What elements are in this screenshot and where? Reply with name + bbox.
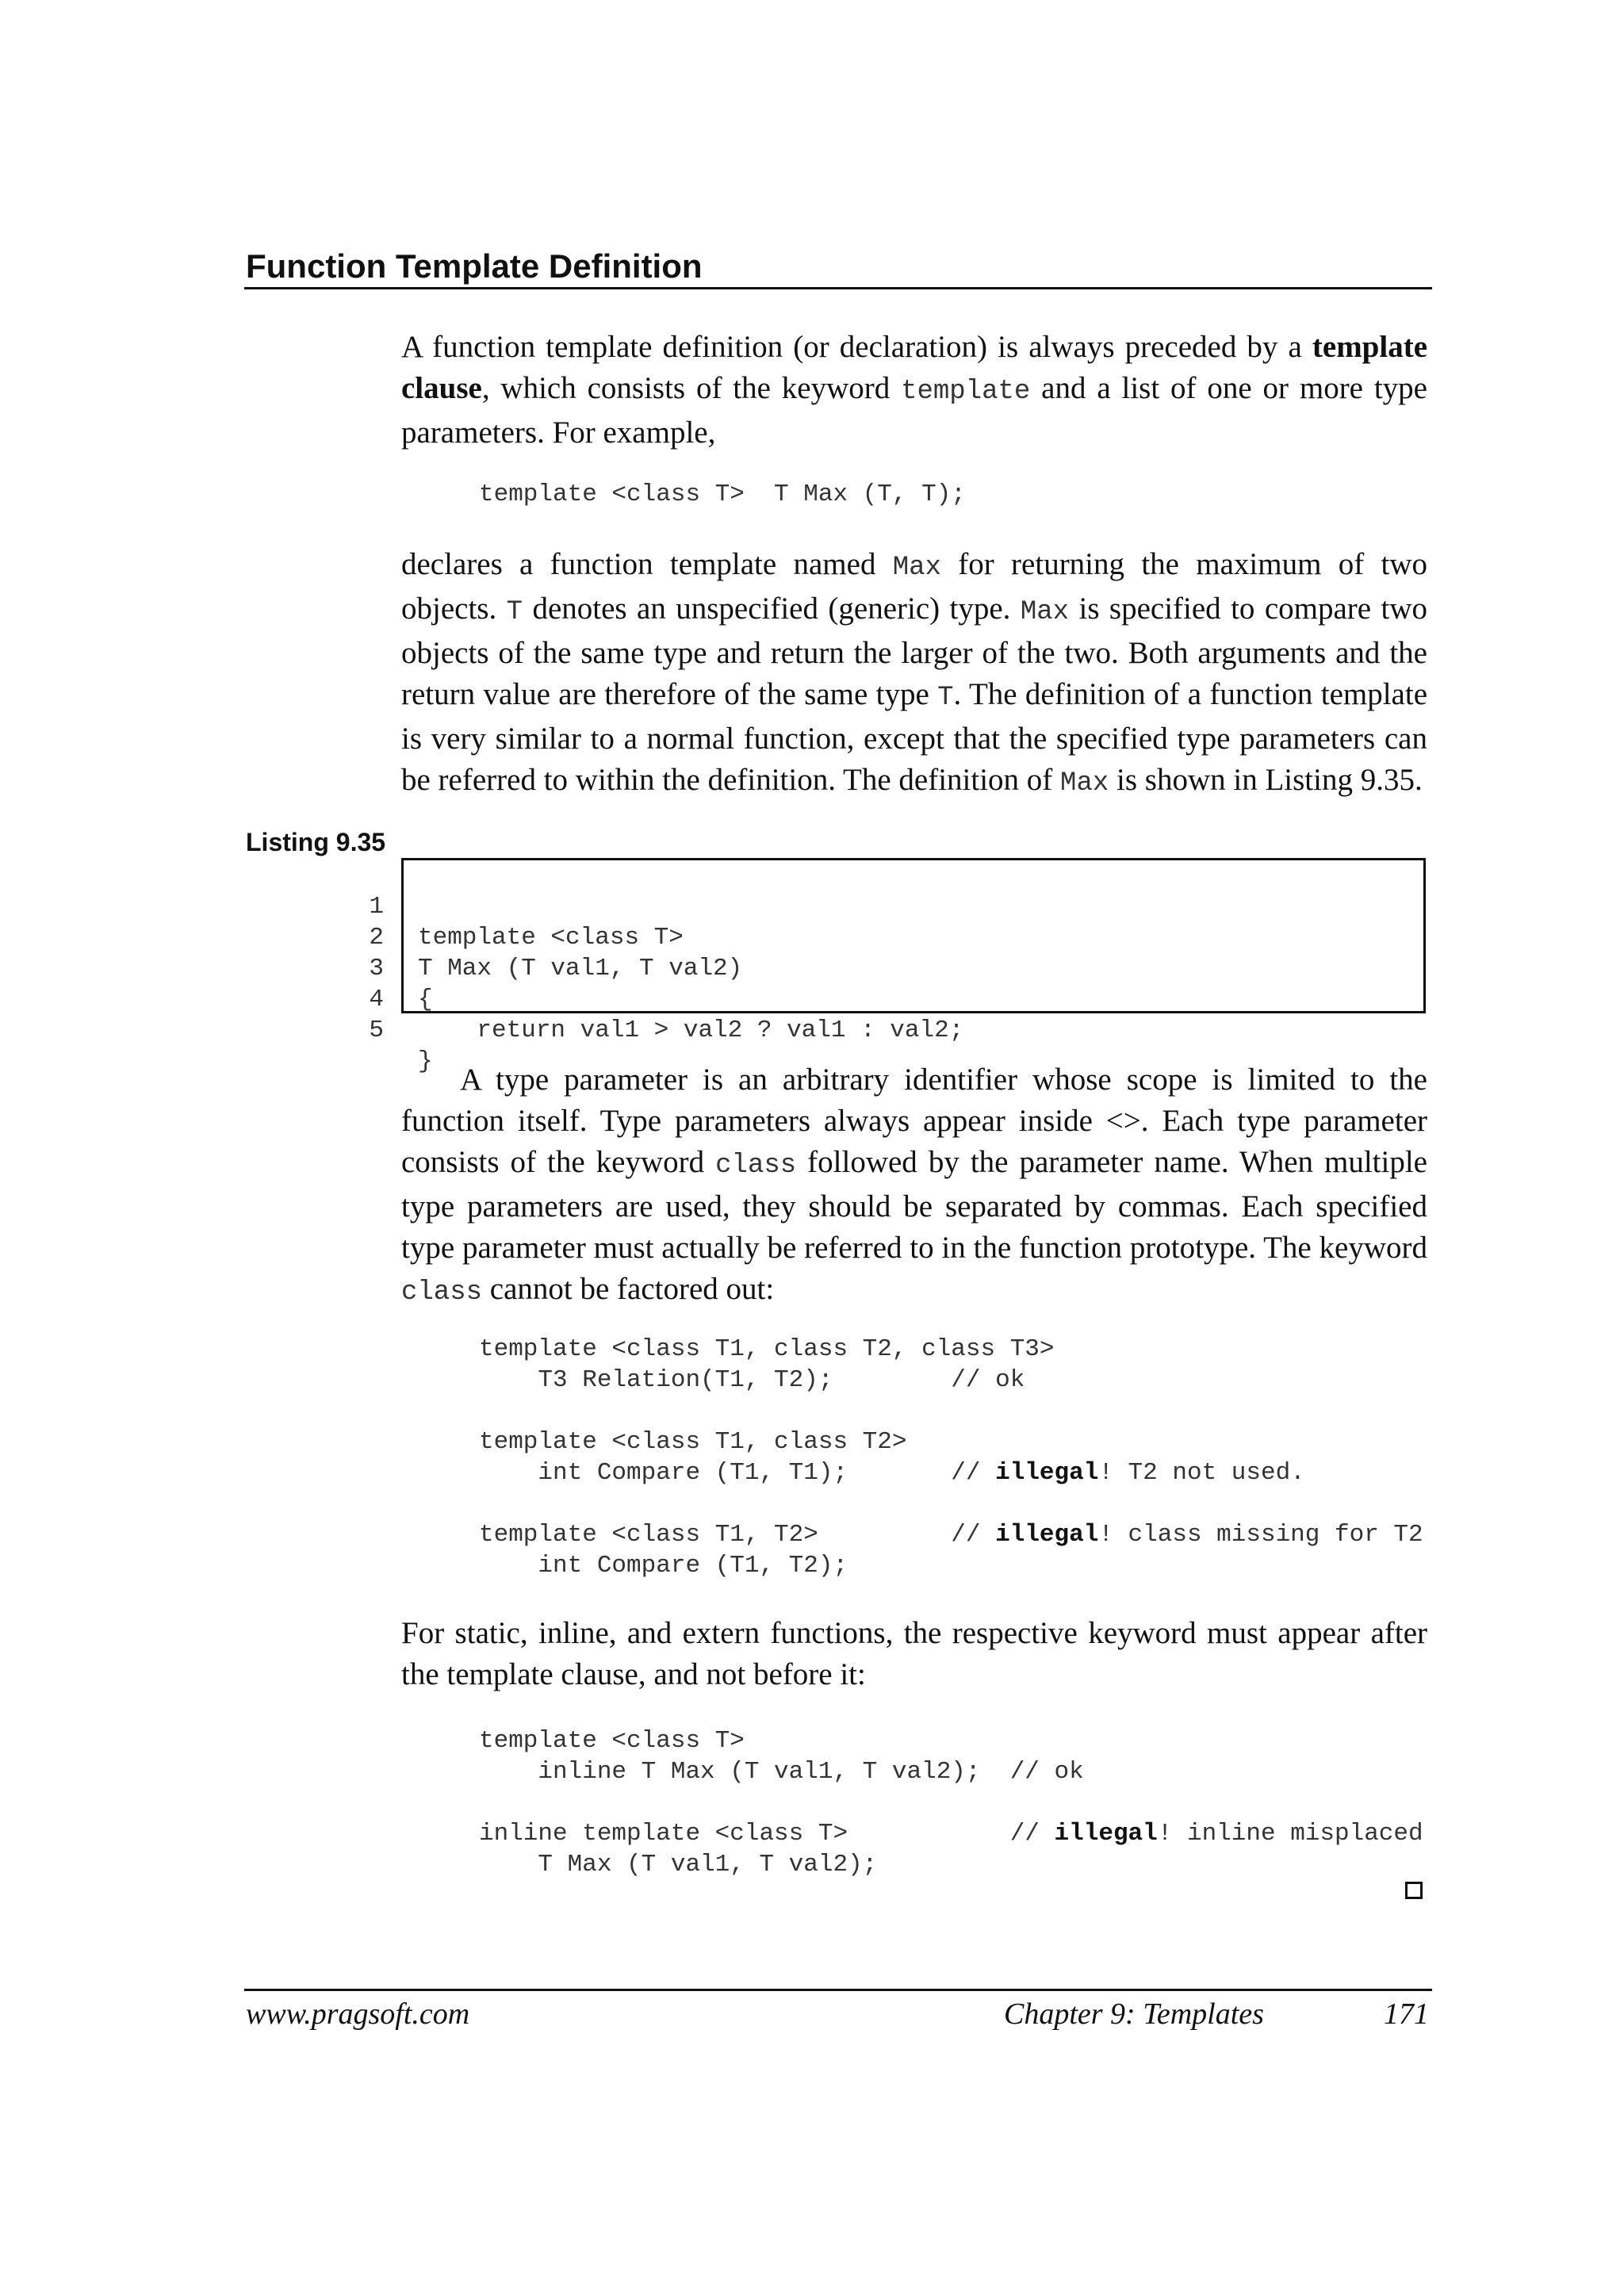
code-max: Max: [1020, 597, 1070, 627]
illegal-marker: illegal: [995, 1459, 1099, 1487]
para3-text-2: followed by the parameter name. When multiple type parameters are used, they should be separated by commas. Each specified type parameter must actually be referred to in the function prototype. The keyword: [401, 1145, 1427, 1265]
code-class: class: [401, 1277, 483, 1308]
line-code: template <class T>: [418, 924, 684, 952]
code-line: template <class T1, class T2>: [479, 1428, 907, 1456]
footer-website: www.pragsoft.com: [246, 1997, 470, 2031]
code-line: template <class T1, T2> //: [479, 1521, 996, 1549]
para2-text-6: is shown in Listing 9.35.: [1109, 763, 1423, 797]
para1-text-3: and a list of one or more type parameters. For example,: [401, 371, 1427, 450]
illegal-marker: illegal: [995, 1521, 1099, 1549]
line-code: }: [418, 1047, 433, 1075]
line-code: {: [418, 986, 433, 1013]
line-code: return val1 > val2 ? val1 : val2;: [418, 1017, 964, 1044]
code-example-declaration: template <class T> T Max (T, T);: [479, 481, 966, 508]
paragraph-max-description: [401, 544, 1427, 804]
end-of-section-box-icon: [1405, 1882, 1423, 1899]
line-number: 3: [369, 955, 384, 982]
code-line: inline T Max (T val1, T val2); // ok: [479, 1758, 1084, 1786]
line-number: 5: [369, 1017, 384, 1044]
heading-rule: [244, 287, 1432, 289]
para1-text-1: A function template definition (or declaration) is always preceded by a: [401, 330, 1312, 364]
code-line: ! class missing for T2: [1098, 1521, 1423, 1549]
para1-text-2: , which consists of the keyword: [481, 371, 902, 405]
illegal-marker: illegal: [1054, 1820, 1158, 1848]
code-line: inline template <class T> //: [479, 1820, 1055, 1848]
code-t: T: [506, 597, 523, 627]
listing-line: [0, 984, 433, 1075]
code-line: int Compare (T1, T1); //: [479, 1459, 996, 1487]
para2-text-5: . The definition of a function template is very similar to a normal function, except that the specified type parameters can be referred to within the definition. The definition of: [401, 677, 1428, 797]
para2-text-3: denotes an unspecified (generic) type.: [523, 592, 1021, 626]
paragraph-keyword-placement: For static, inline, and extern functions, the respective keyword must appear after the template clause, and not before it:: [401, 1616, 1427, 1691]
footer-chapter: Chapter 9: Templates: [1004, 1997, 1264, 2031]
code-line: ! inline misplaced: [1157, 1820, 1423, 1848]
code-example-type-params: [479, 1334, 1423, 1581]
code-t: T: [937, 683, 954, 713]
code-class: class: [715, 1151, 797, 1181]
para3-text-1: A type parameter is an arbitrary identifier whose scope is limited to the function itself. Type parameters always appear inside <>. Each type parameter consists of the keyword: [401, 1063, 1427, 1179]
keyword-template: template: [901, 377, 1031, 407]
listing-line: [0, 922, 433, 1013]
paragraph-intro: [401, 327, 1427, 454]
para2-text-1: declares a function template named: [401, 547, 893, 581]
footer-page-number: 171: [1384, 1997, 1429, 2031]
line-number: 1: [369, 893, 384, 921]
code-example-inline: [479, 1725, 1423, 1880]
template-clause-term: template clause: [401, 330, 1427, 405]
code-line: int Compare (T1, T2);: [479, 1552, 848, 1580]
paragraph-type-parameters: [401, 1059, 1427, 1313]
listing-label: Listing 9.35: [246, 828, 386, 856]
para3-text-3: cannot be factored out:: [482, 1272, 775, 1306]
code-line: template <class T>: [479, 1727, 745, 1755]
footer-rule: [244, 1989, 1432, 1991]
para2-text-4: is specified to compare two objects of the same type and return the larger of the two. Both arguments and the return value are therefore of the same type: [401, 592, 1428, 711]
code-line: T3 Relation(T1, T2); // ok: [479, 1366, 1025, 1394]
line-code: T Max (T val1, T val2): [418, 955, 743, 982]
line-number: 2: [369, 924, 384, 952]
line-number: 4: [369, 986, 384, 1013]
code-max: Max: [892, 553, 941, 583]
para2-text-2: for returning the maximum of two objects.: [401, 547, 1428, 626]
code-max: Max: [1060, 768, 1109, 798]
code-line: template <class T1, class T2, class T3>: [479, 1335, 1055, 1363]
code-line: T Max (T val1, T val2);: [479, 1851, 878, 1878]
listing-line: [0, 860, 684, 952]
section-heading: Function Template Definition: [246, 247, 703, 285]
code-line: ! T2 not used.: [1098, 1459, 1305, 1487]
